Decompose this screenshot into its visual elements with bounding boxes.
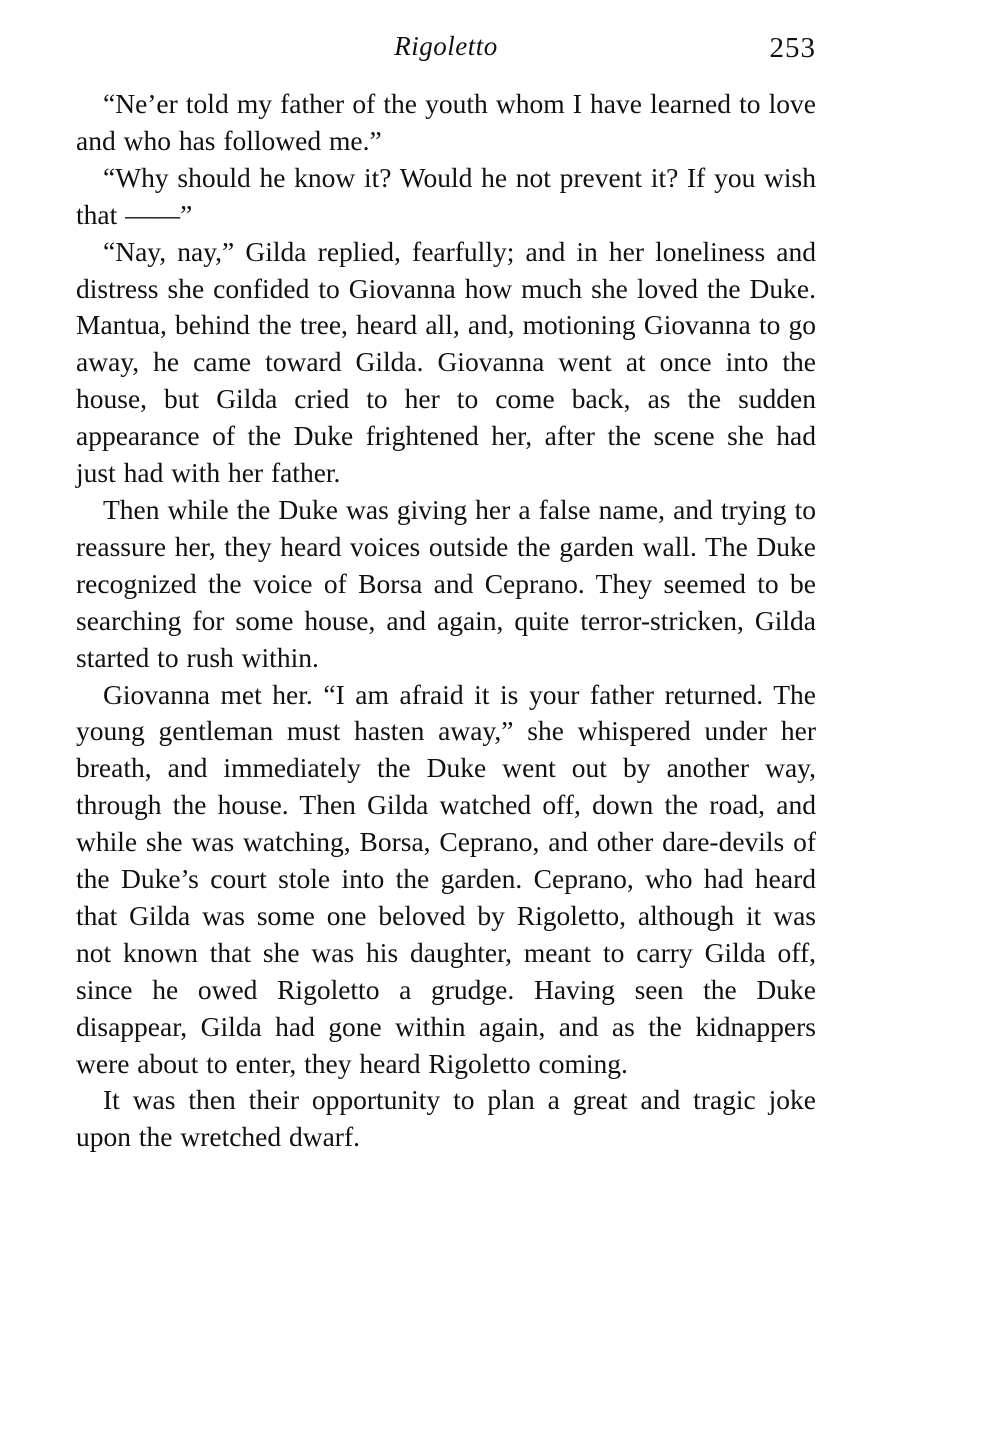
paragraph-4: Then while the Duke was giving her a false name, and trying to reassure her, they heard voices outside the garden wall. The Duke recognized the voice of Borsa and Ceprano. They seemed to be searching for some house, and again, quite terror-stricken, Gilda started to rush within. (76, 493, 816, 673)
paragraph-3: “Nay, nay,” Gilda replied, fearfully; and in her loneliness and distress she confided to Giovanna how much she loved the Duke. Mantua, behind the tree, heard all, and, motioning Giovanna to go away, he came toward Gilda. Giovanna went at once into the house, but Gilda cried to her to come back, as the sudden appearance of the Duke frightened her, after the scene she had just had with her father. (76, 235, 816, 489)
paragraph-6: It was then their opportunity to plan a great and tragic joke upon the wretched dwarf. (76, 1084, 816, 1153)
paragraph-5: Giovanna met her. “I am afraid it is your father returned. The young gentleman must hasten away,” she whispered under her breath, and immediately the Duke went out by another way, through the house. Then Gilda watched off, down the road, and while she was watching, Borsa, Ceprano, and other dare-devils of the Duke’s court stole into the garden. Ceprano, who had heard that Gilda was some one beloved by Rigoletto, although it was not known that she was his daughter, meant to carry Gilda off, since he owed Rigoletto a grudge. Having seen the Duke disappear, Gilda had gone within again, and as the kidnappers were about to enter, they heard Rigoletto coming. (76, 678, 816, 1079)
paragraph-1: “Ne’er told my father of the youth whom I have learned to love and who has followed me.” (76, 88, 816, 156)
paragraph-2: “Why should he know it? Would he not prevent it? If you wish that ——” (76, 161, 816, 230)
page-number: 253 (769, 32, 816, 64)
running-head (76, 26, 816, 72)
running-title: Rigoletto (394, 31, 498, 61)
text-body (76, 86, 816, 1156)
